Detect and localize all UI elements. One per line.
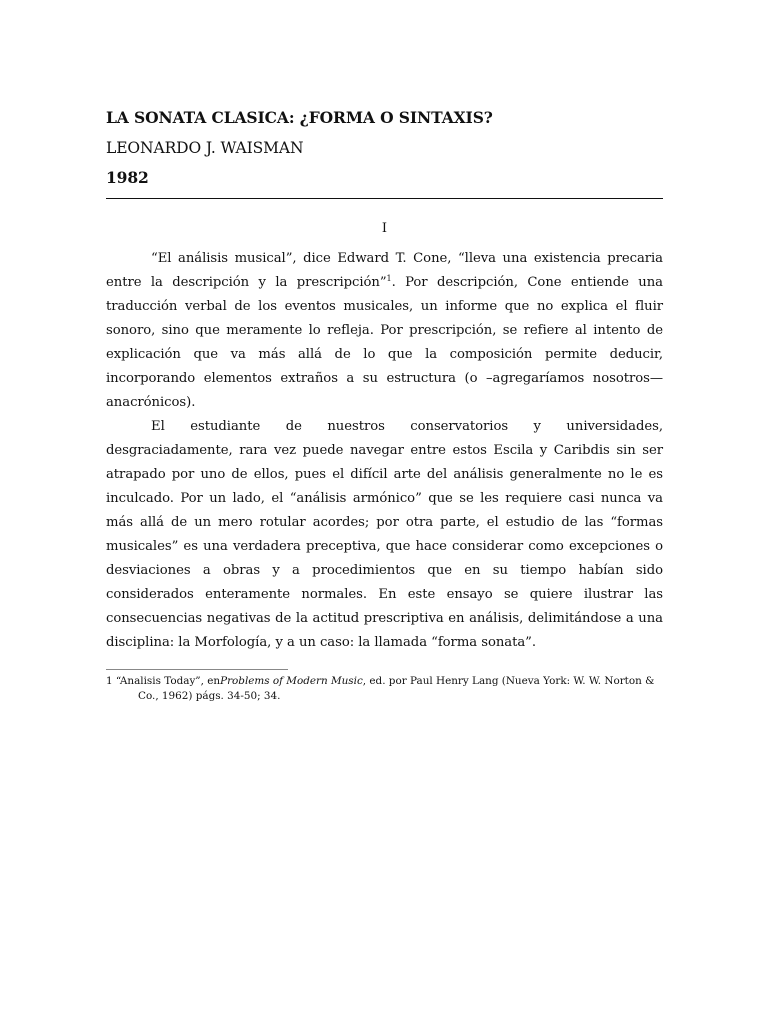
footnote-book-title: Problems of Modern Music [220,675,363,687]
header-divider [106,198,663,199]
document-author: LEONARDO J. WAISMAN [106,139,304,157]
document-year: 1982 [106,168,149,187]
footnote-suffix: , ed. por Paul Henry Lang (Nueva York: W. W. Norton & Co., 1962) págs. 34-50; 34. [138,675,655,702]
paragraph-1-text-a: “El análisis musical”, dice Edward T. Cone, “lleva una existencia precaria entre la descripción y la prescripción” [106,251,663,290]
document-page [106,108,663,704]
paragraph-1-text-b: . Por descripción, Cone entiende una traducción verbal de los eventos musicales, un informe que no explica el fluir sonoro, sino que meramente lo refleja. Por prescripción, se refiere al intento de explicación que va más allá de lo que la composición permite deducir, incorporando elementos extraños a su estructura (o –agregaríamos nosotros— anacrónicos). [106,275,663,410]
footnote-prefix: 1 “Analisis Today”, en [106,675,221,687]
footnote [106,674,663,704]
footnote-ref[interactable]: 1 [386,274,392,283]
section-number: I [381,221,388,236]
paragraph-2: El estudiante de nuestros conservatorios y universidades, desgraciadamente, rara vez puede navegar entre estos Escila y Caribdis sin ser atrapado por uno de ellos, pues el difícil arte del análisis generalmente no le es inculcado. Por un lado, el “análisis armónico” que se les requiere casi nunca va más allá de un mero rotular acordes; por otra parte, el estudio de las “formas musicales” es una verdadera preceptiva, que hace considerar como excepciones o desviaciones a obras y a procedimientos que en su tiempo habían sido considerados enteramente normales. En este ensayo se quiere ilustrar las consecuencias negativas de la actitud prescriptiva en análisis, delimitándose a una disciplina: la Morfología, y a un caso: la llamada “forma sonata”. [106,419,663,650]
paragraph-1 [106,247,663,415]
footnote-divider [106,669,288,670]
document-title: LA SONATA CLASICA: ¿FORMA O SINTAXIS? [106,108,493,127]
